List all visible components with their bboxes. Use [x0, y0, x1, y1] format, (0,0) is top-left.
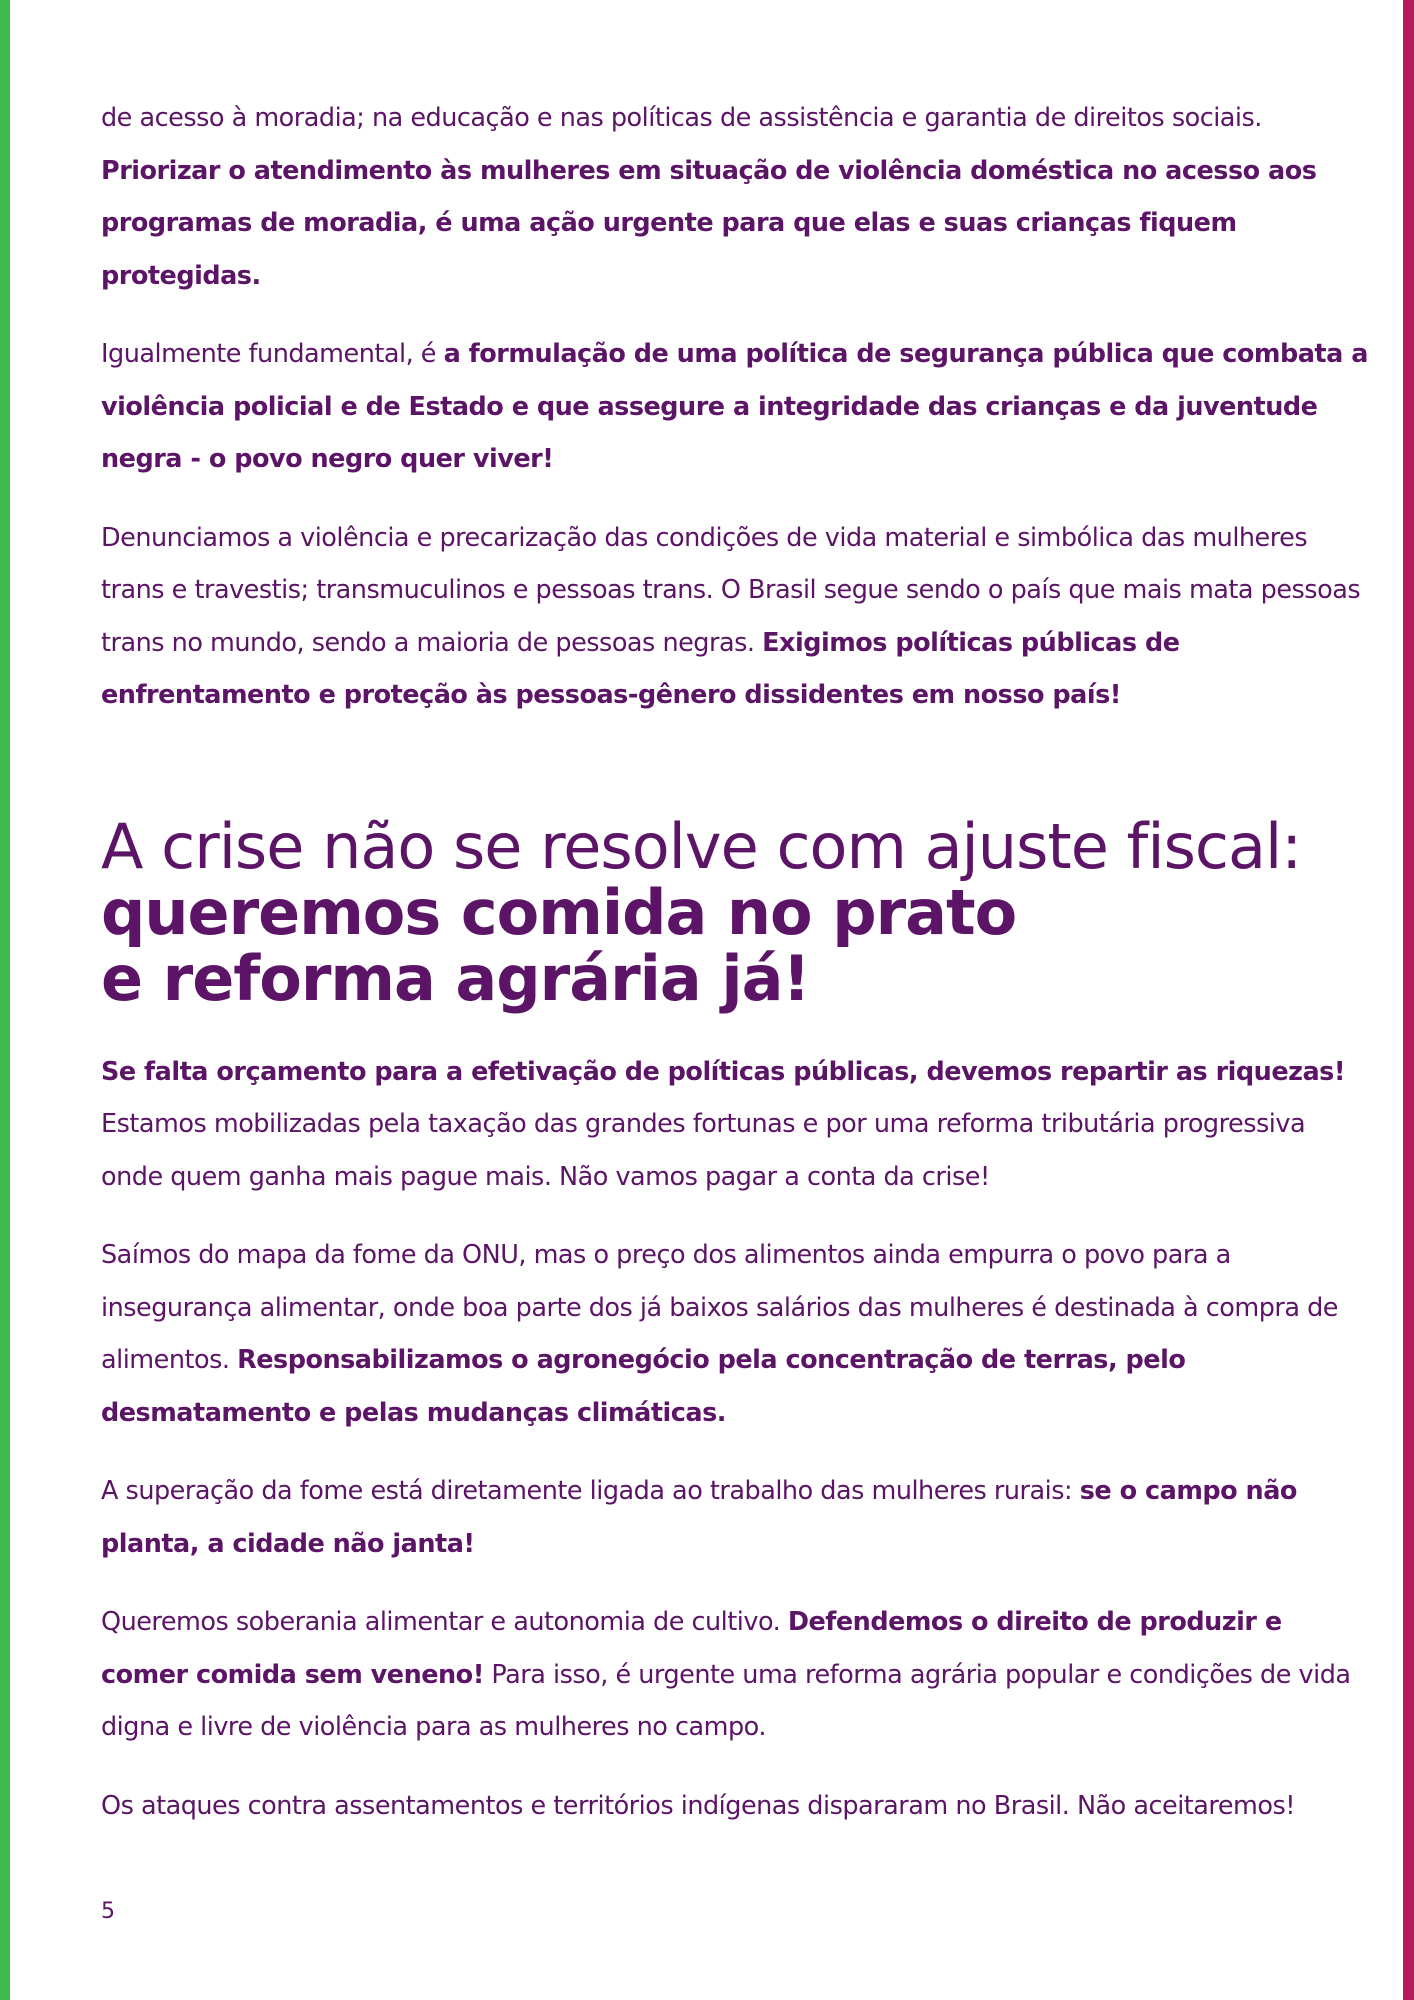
- paragraph: [101, 1780, 1371, 1833]
- right-accent-bar: [1403, 0, 1414, 2000]
- bold-text-run: se o campo não planta, a cidade não janta!: [101, 1476, 1297, 1559]
- bold-text-run: Responsabilizamos o agronegócio pela concentração de terras, pelo desmatamento e pelas mudanças climáticas.: [101, 1345, 1186, 1428]
- bold-text-run: Defendemos o direito de produzir e comer comida sem veneno!: [101, 1607, 1282, 1690]
- text-run: Os ataques contra assentamentos e territórios indígenas dispararam no Brasil. Não aceitaremos!: [101, 1790, 1295, 1821]
- heading-line-3: e reforma agrária já!: [101, 941, 810, 1015]
- paragraph: [101, 512, 1371, 722]
- bold-text-run: a formulação de uma política de segurança pública que combata a violência policial e de Estado e que assegure a integridade das crianças e da juventude negra - o povo negro quer viver!: [101, 339, 1368, 474]
- paragraph: [101, 1465, 1371, 1570]
- paragraph: [101, 328, 1371, 486]
- paragraph: [101, 1229, 1371, 1439]
- text-run: A superação da fome está diretamente ligada ao trabalho das mulheres rurais:: [101, 1476, 1080, 1506]
- text-run: Queremos soberania alimentar e autonomia de cultivo.: [101, 1607, 788, 1637]
- paragraphs-before-heading: [101, 92, 1371, 722]
- heading-line-2: queremos comida no prato: [101, 875, 1017, 949]
- page-number: 5: [101, 1899, 115, 1924]
- bold-text-run: Exigimos políticas públicas de enfrentamento e proteção às pessoas-gênero dissidentes em nosso país!: [101, 627, 1180, 710]
- section-heading: [101, 809, 1371, 1015]
- text-run: Denunciamos a violência e precarização das condições de vida material e simbólica das mulheres trans e travestis; transmuculinos e pessoas trans. O Brasil segue sendo o país que mais mata pessoas trans no mundo, sendo a maioria de pessoas negras.: [101, 522, 1361, 658]
- bold-text-run: Se falta orçamento para a efetivação de políticas públicas, devemos repartir as riquezas!: [101, 1056, 1345, 1087]
- bold-text-run: Priorizar o atendimento às mulheres em situação de violência doméstica no acesso aos programas de moradia, é uma ação urgente para que elas e suas crianças fiquem protegidas.: [101, 155, 1317, 291]
- text-run: de acesso à moradia; na educação e nas políticas de assistência e garantia de direitos sociais.: [101, 103, 1262, 133]
- left-accent-bar: [0, 0, 10, 2000]
- text-run: Igualmente fundamental, é: [101, 339, 444, 369]
- text-run: Para isso, é urgente uma reforma agrária popular e condições de vida digna e livre de violência para as mulheres no campo.: [101, 1659, 1351, 1742]
- paragraph: [101, 92, 1371, 302]
- paragraph: [101, 1046, 1371, 1204]
- paragraphs-after-heading: [101, 1046, 1371, 1833]
- heading-line-1: A crise não se resolve com ajuste fiscal:: [101, 809, 1302, 883]
- text-run: Saímos do mapa da fome da ONU, mas o preço dos alimentos ainda empurra o povo para a insegurança alimentar, onde boa parte dos já baixos salários das mulheres é destinada à compra de alimentos.: [101, 1240, 1338, 1375]
- paragraph: [101, 1596, 1371, 1754]
- text-run: Estamos mobilizadas pela taxação das grandes fortunas e por uma reforma tributária progressiva onde quem ganha mais pague mais. Não vamos pagar a conta da crise!: [101, 1109, 1306, 1192]
- page-content: [101, 92, 1371, 1858]
